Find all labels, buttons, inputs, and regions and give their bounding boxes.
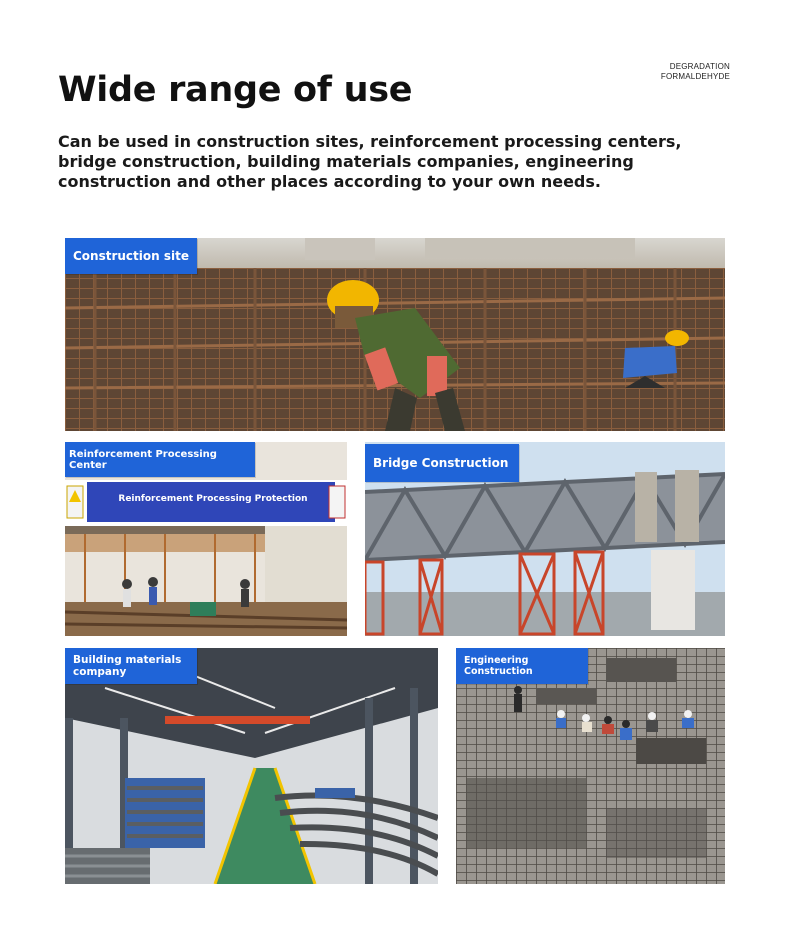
building-materials-company-photo [65, 648, 438, 884]
page-title: Wide range of use [58, 70, 413, 110]
corner-note [661, 62, 730, 82]
bridge-construction-photo [365, 442, 725, 636]
building-materials-company-label: Building materials company [65, 648, 197, 684]
corner-note-line-2: FORMALDEHYDE [660, 72, 730, 81]
processing-protection-banner: Reinforcement Processing Protection [118, 494, 308, 504]
construction-site-label: Construction site [65, 238, 197, 274]
reinforcement-processing-center-label: Reinforcement Processing Center [65, 442, 255, 477]
engineering-construction-label: Engineering Construction [456, 648, 588, 684]
construction-site-photo [65, 238, 725, 431]
reinforcement-processing-center-photo [65, 442, 347, 636]
bridge-construction-label: Bridge Construction [365, 444, 519, 482]
engineering-construction-photo [456, 648, 725, 884]
page-description: Can be used in construction sites, reinforcement processing centers, bridge construction, building materials companies, engineering construction and other places according to your own needs. [58, 132, 682, 191]
corner-note-line-1: DEGRADATION [669, 62, 730, 71]
